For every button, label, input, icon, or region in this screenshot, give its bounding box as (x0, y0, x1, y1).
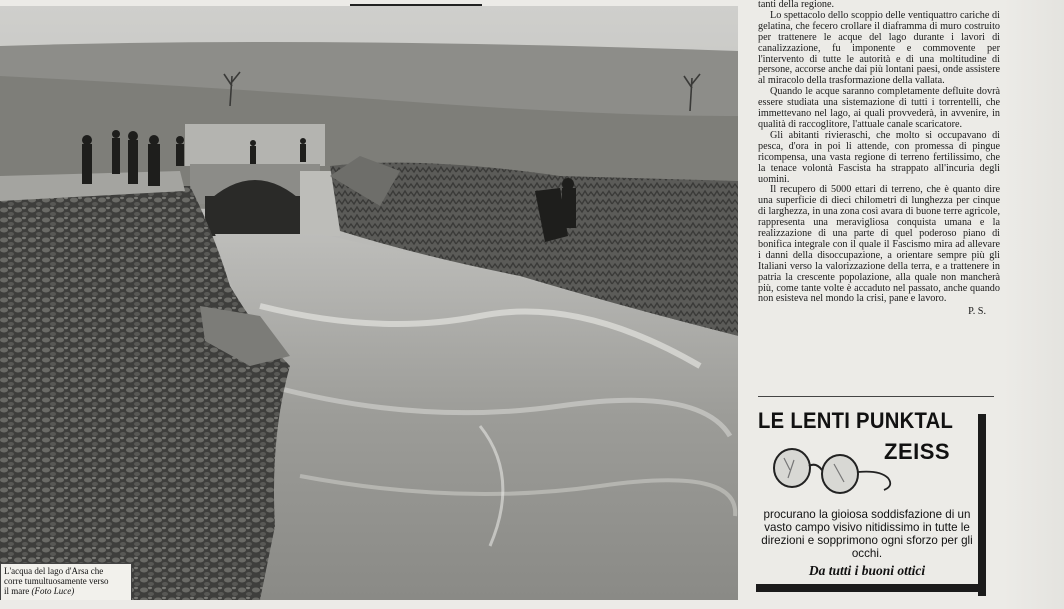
eyeglasses-icon (770, 440, 900, 504)
photo-illustration (0, 6, 738, 600)
photo-credit: (Foto Luce) (31, 586, 75, 596)
ad-frame-bar (756, 584, 986, 592)
ad-title: LE LENTI PUNKTAL (758, 408, 954, 433)
caption-line: L'acqua del lago d'Arsa che (4, 566, 104, 576)
article-paragraph: Il recupero di 5000 ettari di terreno, che è quanto dire una superficie di dieci chilometri di lunghezza per cinque di larghezza, in una zona così avara di buone terre agricole, rappresenta una meravigliosa conquista umana e la realizzazione di una parte di quel poderoso piano di bonifica integrale con il quale il Fascismo mira ad allevare i danni della disoccupazione, a orientare sempre più gli Italiani verso la valorizzazione della terra, e a trattenere in patria la crescente popolazione, alla quale non mancherà più, come tante volte è accaduto nel passato, anche quando non esisteva nel mondo la crisi, pane e lavoro. (758, 184, 1000, 305)
article-paragraph: Quando le acque saranno completamente defluite dovrà essere studiata una sistemazione di tutti i torrentelli, che immettevano nel lago, ai quali provvederà, in avvenire, in qualità di raccoglitore, l'attuale canale scaricatore. (758, 86, 1000, 130)
ad-body: procurano la gioiosa soddisfazione di un vasto campo visivo nitidissimo in tutte le direzioni e sopprimono ogni sforzo per gli occhi. (761, 508, 973, 560)
caption-line: corre tumultuosamente verso (4, 576, 109, 586)
divider (758, 396, 994, 397)
article-paragraph: Gli abitanti rivieraschi, che molto si occupavano di pesca, d'ora in poi li attende, con promessa di pingue ricompensa, una vasta regione di terreno fertilissimo, che la tenace volontà Fascista ha strappato all'incuria degli uomini. (758, 129, 1000, 185)
river-photograph (0, 6, 738, 600)
zeiss-advertisement (756, 402, 992, 598)
caption-line: il mare (4, 586, 30, 596)
ad-frame-bar (978, 414, 986, 596)
article-paragraph: tanti della regione. (758, 0, 835, 10)
photo-caption (0, 563, 132, 600)
article-paragraph: Lo spettacolo dello scoppio delle ventiquattro cariche di gelatina, che fecero crollare il diaframma di muro costruito per trattenere le acque del lago durante i lavori di canalizzazione, fu imponente e commovente per l'intervento di tutte le autorità e di una moltitudine di persone, accorse anche dai più lontani paesi, onde assistere al miracolo della trasformazione della vallata. (758, 9, 1000, 87)
ad-footer: Da tutti i buoni ottici (808, 563, 926, 578)
article-column (758, 0, 1000, 318)
page-margin (1004, 0, 1064, 609)
ad-brand: ZEISS (884, 439, 951, 464)
article-signature: P. S. (968, 306, 986, 318)
